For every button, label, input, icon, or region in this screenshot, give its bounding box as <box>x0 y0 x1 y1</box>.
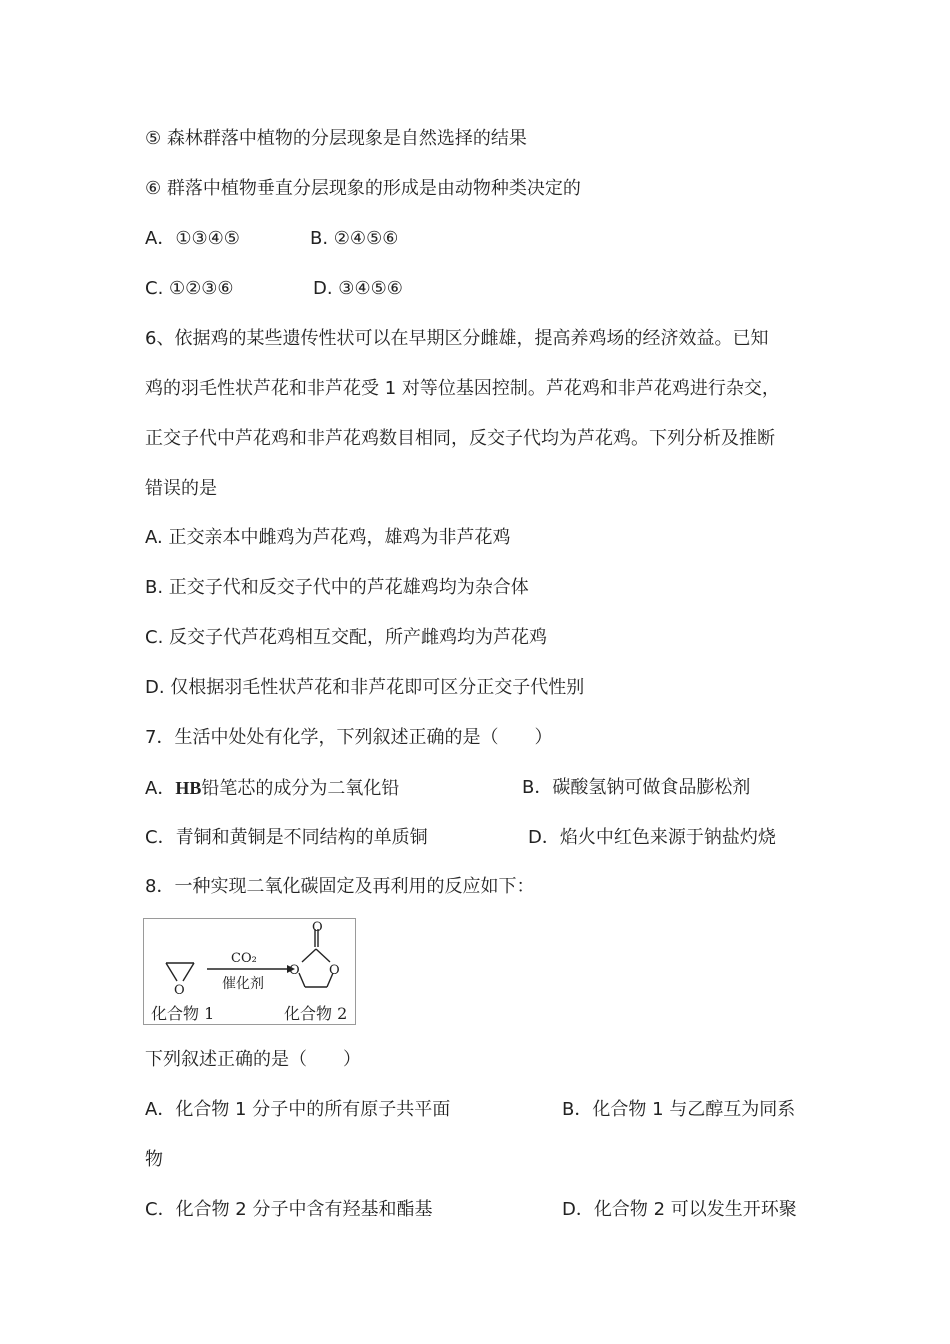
q8-option-b-line-2: 物 <box>145 1149 163 1170</box>
reaction-figure <box>143 918 356 1025</box>
q6-stem-line-4: 错误的是 <box>145 478 217 499</box>
q8-sub-stem: 下列叙述正确的是（ ） <box>145 1049 361 1070</box>
reaction-arrow <box>207 965 295 973</box>
ring-oxygen-right-label: O <box>329 963 340 978</box>
q7-option-b: B．碳酸氢钠可做食品膨松剂 <box>522 777 751 798</box>
q6-option-c: C. 反交子代芦花鸡相互交配，所产雌鸡均为芦花鸡 <box>145 627 548 648</box>
prev-option-a: A．①③④⑤ <box>145 228 240 249</box>
cyclic-carbonate-structure <box>299 929 333 987</box>
q7-option-d: D．焰火中红色来源于钠盐灼烧 <box>528 827 776 848</box>
q7-option-a-rest: 铅笔芯的成分为二氧化铅 <box>201 778 400 799</box>
q6-stem-line-3: 正交子代中芦花鸡和非芦花鸡数目相同，反交子代均为芦花鸡。下列分析及推断 <box>145 428 775 449</box>
compound-1-label: 化合物 1 <box>151 1004 215 1023</box>
reaction-scheme <box>144 919 357 1026</box>
q6-stem-line-2: 鸡的羽毛性状芦花和非芦花受 1 对等位基因控制。芦花鸡和非芦花鸡进行杂交， <box>145 378 780 399</box>
q6-option-a: A. 正交亲本中雌鸡为芦花鸡，雄鸡为非芦花鸡 <box>145 527 511 548</box>
q6-option-d: D. 仅根据羽毛性状芦花和非芦花即可区分正交子代性别 <box>145 677 585 698</box>
carbonyl-oxygen-label: O <box>312 920 323 935</box>
ring-oxygen-left-label: O <box>289 963 300 978</box>
q7-option-a-prefix: A． <box>145 778 176 799</box>
epoxide-structure <box>166 963 194 981</box>
line-item-5: ⑤ 森林群落中植物的分层现象是自然选择的结果 <box>145 128 527 149</box>
q8-option-a: A．化合物 1 分子中的所有原子共平面 <box>145 1099 451 1120</box>
prev-option-b: B. ②④⑤⑥ <box>310 228 399 249</box>
line-item-6: ⑥ 群落中植物垂直分层现象的形成是由动物种类决定的 <box>145 178 581 199</box>
q8-option-c: C．化合物 2 分子中含有羟基和酯基 <box>145 1199 433 1220</box>
catalyst-label: 催化剂 <box>222 976 264 992</box>
q6-stem-line-1: 6、依据鸡的某些遗传性状可以在早期区分雌雄，提高养鸡场的经济效益。已知 <box>145 328 769 349</box>
q8-option-d: D．化合物 2 可以发生开环聚 <box>562 1199 797 1220</box>
prev-option-d: D. ③④⑤⑥ <box>313 278 403 299</box>
q8-stem: 8．一种实现二氧化碳固定及再利用的反应如下： <box>145 876 535 897</box>
q7-option-c: C．青铜和黄铜是不同结构的单质铜 <box>145 827 428 848</box>
q7-option-a-hb: HB <box>175 778 202 798</box>
q8-option-b-line-1: B．化合物 1 与乙醇互为同系 <box>562 1099 796 1120</box>
q7-stem: 7．生活中处处有化学，下列叙述正确的是（ ） <box>145 727 553 748</box>
compound-2-label: 化合物 2 <box>284 1004 348 1023</box>
reagent-co2-label: CO₂ <box>231 951 257 966</box>
q7-option-a <box>145 776 399 801</box>
prev-option-c: C. ①②③⑥ <box>145 278 234 299</box>
epoxide-oxygen-label: O <box>174 983 185 998</box>
q6-option-b: B. 正交子代和反交子代中的芦花雄鸡均为杂合体 <box>145 577 529 598</box>
